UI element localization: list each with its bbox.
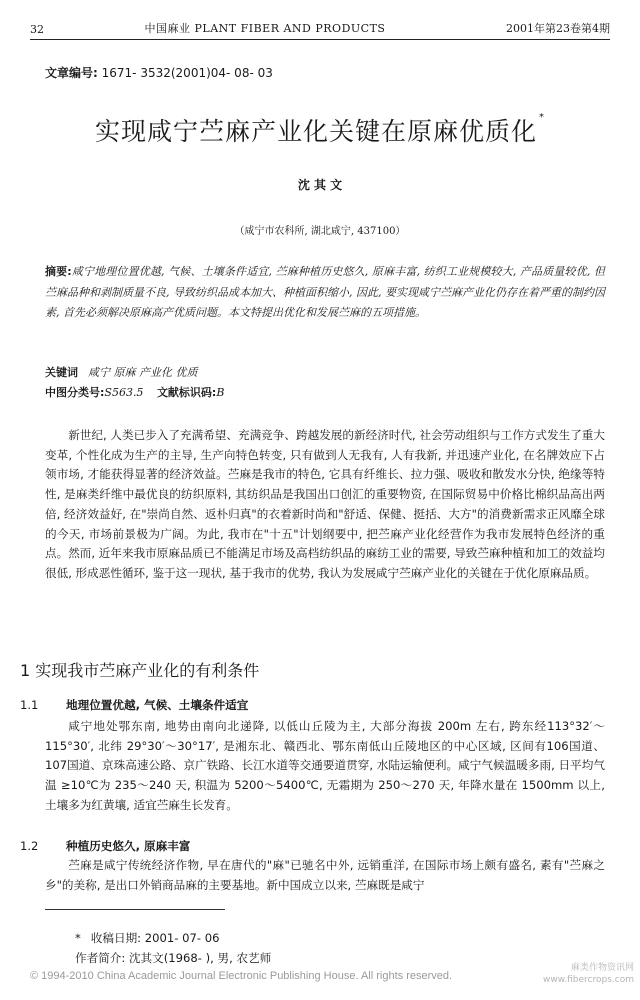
running-header [30, 14, 610, 40]
author-affiliation: （咸宁市农科所, 湖北咸宁, 437100） [234, 226, 406, 237]
clc-label: 中图分类号: [45, 386, 105, 399]
subsection-title: 地理位置优越, 气候、土壤条件适宜 [66, 698, 249, 712]
received-date: 收稿日期: 2001- 07- 06 [90, 931, 220, 945]
article-title-block [0, 112, 640, 148]
article-title: 实现咸宁苎麻产业化关键在原麻优质化 [94, 117, 537, 146]
body-paragraph-2: 咸宁地处鄂东南, 地势由南向北递降, 以低山丘陵为主, 大部分海拔 200m 左右, 跨东经113°32′～115°30′, 北纬 29°30′～30°17′, 是湘东北、赣西北、鄂东南低山丘陵地区的中心区域, 区间有106国道、107国道、京珠高速公路、京广铁路、长江水道等交通要道贯穿, 水陆运输便利。咸宁气候温暖多雨, 日平均气温 ≥10℃为 235～240 天, 积温为 5200～5400℃, 无霜期为 250～270 天, 年降水量在 1500mm 以上, 土壤多为红黄壤, 适宜苎麻生长发育。 [45, 719, 605, 812]
abstract-text: 咸宁地理位置优越, 气候、土壤条件适宜, 苎麻种植历史悠久, 原麻丰富, 纺织工业规模较大, 产品质量较优, 但苎麻品种和剥制质量不良, 导致纺织品成本加大、种植面积缩小, 因此, 要实现咸宁苎麻产业化仍存在着严重的制约因素, 首先必须解决原麻高产优质问题。本文特提出优化和发展苎麻的五项措施。 [45, 265, 605, 319]
article-number-label: 文章编号: [45, 66, 98, 80]
keywords [45, 364, 198, 380]
footnote-received [75, 930, 220, 946]
body-paragraph-1: 新世纪, 人类已步入了充满希望、充满竞争、跨越发展的新经济时代, 社会劳动组织与工作方式发生了重大变革, 个性化成为生产的主导, 生产向特色转变, 只有做到人无我有, 人有我新, 并迅速产业化, 在名牌效应下占领市场, 才能获得显著的经济效益。苎麻是我市的特色, 它具有纤维长、拉力强、吸收和散发水分快, 绝缘等特性, 是麻类纤维中最优良的纺织原料, 其纺织品是我国出口创汇的重要物资, 在国际贸易中价格比棉织品高出两倍, 经济效益好, 在"崇尚自然、返朴归真"的衣着新时尚和"舒适、保健、挺括、大方"的消费新需求正风靡全球的今天, 市场前景极为广阔。为此, 我市在"十五"计划纲要中, 把苎麻产业化经营作为我市发展特色经济的重点。然而, 近年来我市原麻品质已不能满足市场及高档纺织品的麻纺工业的需要, 导致苎麻种植和加工的效益均很低, 形成恶性循环, 鉴于这一现状, 基于我市的优势, 我认为发展咸宁苎麻产业化的关键在于优化原麻品质。 [45, 428, 605, 580]
keywords-label: 关键词 [45, 366, 78, 379]
footnote-divider [45, 909, 225, 910]
site-watermark [543, 962, 634, 986]
keywords-value: 咸宁 原麻 产业化 优质 [88, 366, 198, 379]
journal-name: 中国麻业 PLANT FIBER AND PRODUCTS [144, 22, 386, 35]
doc-code-label: 文献标识码: [156, 386, 217, 399]
article-number [45, 64, 273, 81]
abstract [45, 262, 605, 324]
doc-code-value: B [216, 386, 225, 399]
classification [45, 384, 234, 400]
subsection-number: 1.2 [20, 839, 39, 853]
body-paragraph-3: 苎麻是咸宁传统经济作物, 早在唐代的"麻"已驰名中外, 远销重洋, 在国际市场上颇有盛名, 素有"苎麻之乡"的美称, 是出口外销商品麻的主要基地。新中国成立以来, 苎麻既是咸宁 [45, 858, 605, 892]
footnote-star: * [75, 931, 81, 945]
subsection-heading-1-2 [20, 838, 190, 854]
section-heading-1: 1 实现我市苎麻产业化的有利条件 [20, 661, 260, 680]
watermark-line-1: 麻类作物资讯网 [570, 963, 634, 973]
article-number-value: 1671- 3532(2001)04- 08- 03 [101, 66, 273, 80]
subsection-title: 种植历史悠久, 原麻丰富 [66, 839, 191, 853]
footnote-author-bio: 作者简介: 沈其文(1968- ), 男, 农艺师 [75, 951, 272, 965]
copyright-notice: © 1994-2010 China Academic Journal Electronic Publishing House. All rights reserved. [30, 970, 453, 982]
watermark-line-2: www.fibercrops.com [543, 975, 634, 985]
page-number: 32 [30, 23, 44, 36]
issue-info: 2001年第23卷第4期 [506, 22, 610, 35]
author-name: 沈 其 文 [297, 178, 343, 192]
subsection-number: 1.1 [20, 698, 39, 712]
subsection-heading-1-1 [20, 697, 248, 713]
abstract-label: 摘要: [45, 265, 72, 278]
title-footnote-mark: * [539, 112, 545, 123]
clc-value: S563.5 [104, 386, 144, 399]
